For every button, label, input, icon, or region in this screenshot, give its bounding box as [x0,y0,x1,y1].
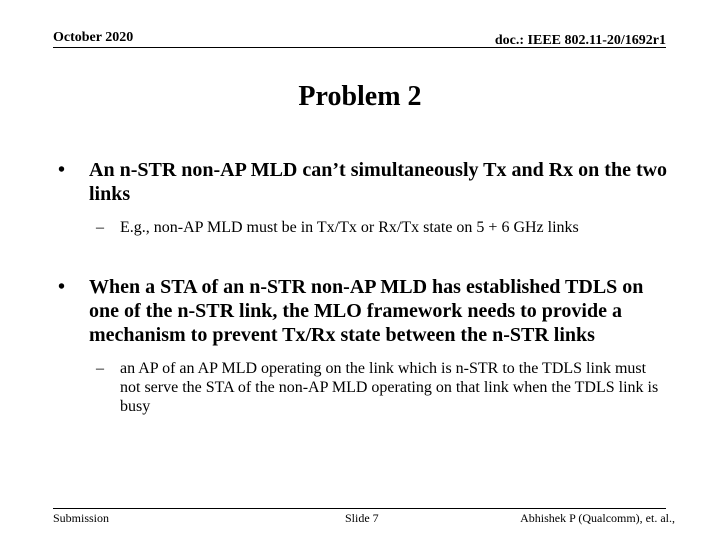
slide-title: Problem 2 [298,81,422,112]
header-divider [53,47,666,48]
bullet-dot-icon: • [58,276,66,298]
dash-icon: – [96,219,104,236]
bullet-item [58,158,668,206]
sub-bullet-item [96,218,668,237]
bullet-list [58,158,668,416]
footer-slide-number: Slide 7 [345,511,379,525]
footer-divider [53,508,666,509]
header-date: October 2020 [53,30,134,45]
bullet-dot-icon: • [58,159,66,181]
header-doc-id: doc.: IEEE 802.11-20/1692r1 [494,33,666,48]
sub-bullet-text: an AP of an AP MLD operating on the link which is n-STR to the TDLS link must not serve the STA of the non-AP MLD operating on that link when the TDLS link is busy [120,360,659,415]
footer-submission: Submission [53,511,110,525]
sub-bullet-text: E.g., non-AP MLD must be in Tx/Tx or Rx/Tx state on 5 + 6 GHz links [120,219,579,236]
bullet-text: When a STA of an n-STR non-AP MLD has established TDLS on one of the n-STR link, the MLO framework needs to provide a mechanism to prevent Tx/Rx state between the n-STR links [89,276,644,346]
footer-author: Abhishek P (Qualcomm), et. al., [520,511,675,525]
bullet-text: An n-STR non-AP MLD can’t simultaneously Tx and Rx on the two links [89,159,668,205]
dash-icon: – [96,360,104,377]
sub-bullet-item [96,359,668,416]
bullet-item [58,275,668,347]
